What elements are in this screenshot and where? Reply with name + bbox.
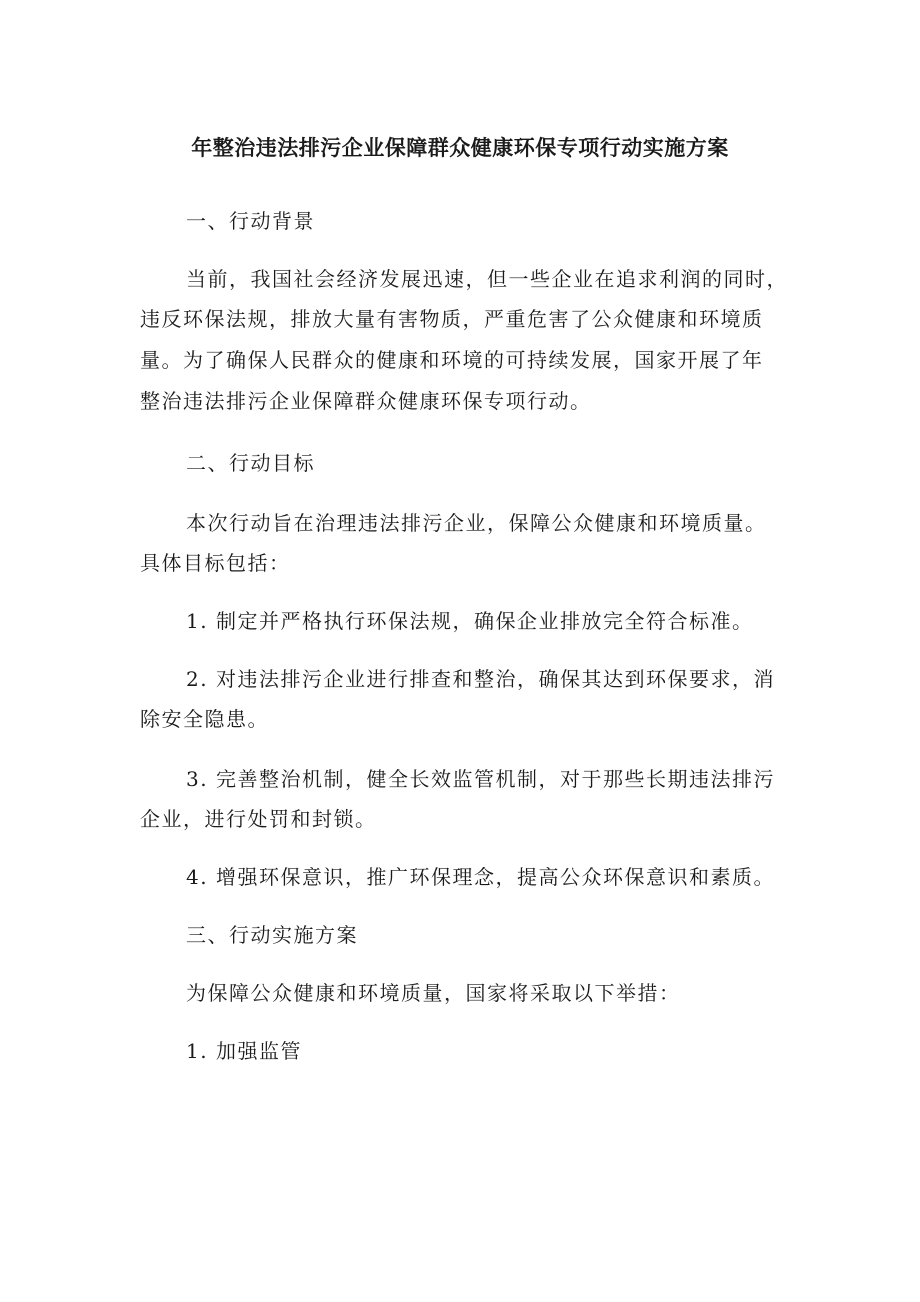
- list-item-continuation: 除安全隐患。: [140, 707, 269, 731]
- paragraph-line: 本次行动旨在治理违法排污企业，保障公众健康和环境质量。: [186, 511, 767, 535]
- list-item: 2. 对违法排污企业进行排查和整治，确保其达到环保要求，消: [186, 667, 775, 691]
- list-item: 3. 完善整治机制，健全长效监管机制，对于那些长期违法排污: [186, 767, 775, 791]
- list-item: 1. 制定并严格执行环保法规，确保企业排放完全符合标准。: [186, 609, 754, 633]
- section-heading-background: 一、行动背景: [186, 209, 315, 233]
- section-heading-goals: 二、行动目标: [186, 451, 315, 475]
- section-heading-plan: 三、行动实施方案: [186, 923, 358, 947]
- paragraph-line: 整治违法排污企业保障群众健康环保专项行动。: [140, 389, 592, 413]
- paragraph-line: 为保障公众健康和环境质量，国家将采取以下举措：: [186, 981, 681, 1005]
- list-item: 4. 增强环保意识，推广环保理念，提高公众环保意识和素质。: [186, 865, 775, 889]
- paragraph-line: 违反环保法规，排放大量有害物质，严重危害了公众健康和环境质: [140, 307, 764, 331]
- list-item: 1. 加强监管: [186, 1039, 302, 1063]
- document-title: 年整治违法排污企业保障群众健康环保专项行动实施方案: [191, 136, 729, 160]
- list-item-continuation: 企业，进行处罚和封锁。: [140, 807, 377, 831]
- paragraph-line: 量。为了确保人民群众的健康和环境的可持续发展，国家开展了年: [140, 348, 764, 372]
- paragraph-line: 当前，我国社会经济发展迅速，但一些企业在追求利润的同时，: [186, 267, 788, 291]
- paragraph-line: 具体目标包括：: [140, 551, 291, 575]
